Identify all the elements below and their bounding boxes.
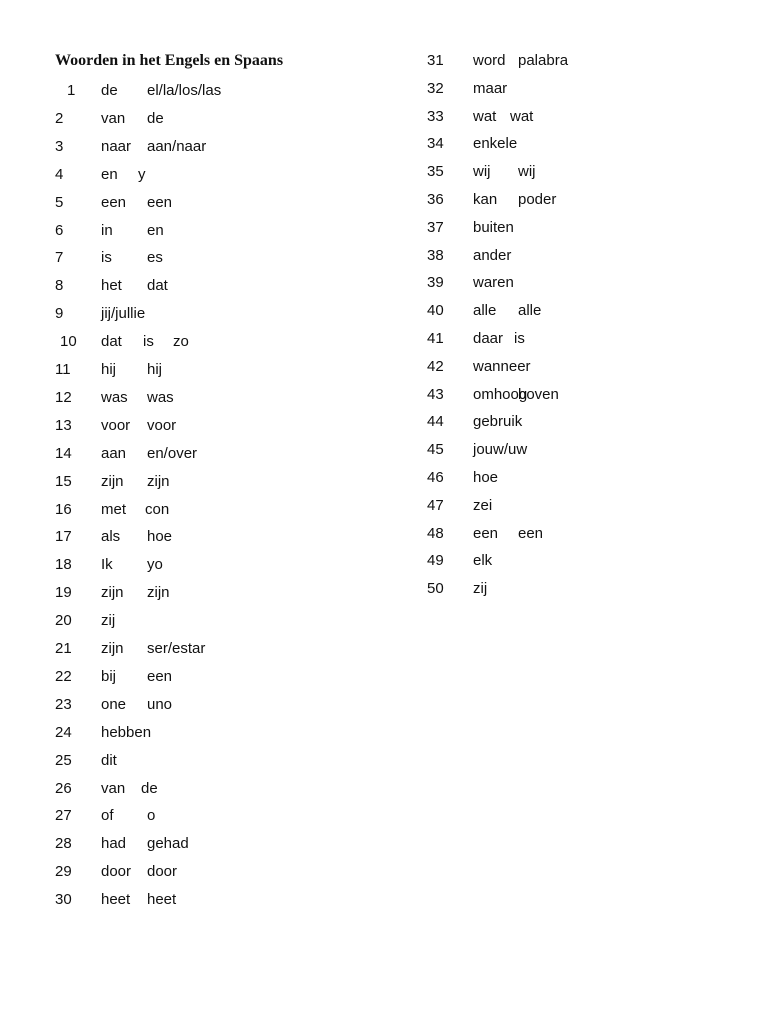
- dutch-word: heet: [101, 891, 131, 909]
- translation-word: zijn: [147, 472, 170, 490]
- row-number: 21: [55, 640, 72, 657]
- translation-word: voor: [147, 416, 177, 434]
- translation-word: el/la/los/las: [147, 82, 222, 99]
- row-number: 14: [55, 444, 72, 462]
- page-title: Woorden in het Engels en Spaans: [55, 52, 284, 69]
- translation-word: is: [514, 330, 525, 347]
- dutch-word: met: [101, 500, 127, 518]
- dutch-word: bij: [101, 667, 117, 685]
- dutch-word: zei: [473, 496, 493, 514]
- dutch-word: Ik: [101, 556, 113, 574]
- row-number: 25: [55, 751, 72, 769]
- translation-word: dat: [147, 277, 168, 295]
- dutch-word: daar: [473, 330, 504, 347]
- dutch-word: of: [101, 807, 114, 825]
- row-number: 6: [55, 221, 64, 239]
- row-number: 15: [55, 472, 72, 490]
- translation-word: gehad: [147, 835, 189, 853]
- translation-word: boven: [518, 385, 559, 403]
- dutch-word: wanneer: [473, 357, 531, 375]
- dutch-word: alle: [473, 302, 497, 320]
- dutch-word: ander: [473, 246, 512, 264]
- row-number: 10: [60, 333, 77, 351]
- row-number: 30: [55, 891, 72, 909]
- dutch-word: dit: [101, 751, 117, 769]
- translation-word: heet: [147, 891, 177, 909]
- dutch-word: enkele: [473, 135, 518, 153]
- row-number: 33: [427, 107, 444, 125]
- row-number: 37: [427, 218, 444, 236]
- row-number: 38: [427, 246, 444, 264]
- row-number: 47: [427, 496, 444, 514]
- dutch-word: dat: [101, 333, 122, 351]
- translation-word: een: [147, 193, 173, 211]
- dutch-word: naar: [101, 137, 132, 155]
- row-number: 2: [55, 109, 64, 127]
- dutch-word: door: [101, 863, 132, 881]
- row-number: 8: [55, 277, 64, 295]
- row-number: 42: [427, 357, 444, 375]
- row-number: 34: [427, 135, 444, 153]
- dutch-word: het: [101, 277, 122, 295]
- dutch-word: word: [473, 52, 506, 69]
- dutch-word: zijn: [101, 472, 124, 490]
- row-number: 31: [427, 52, 444, 69]
- translation-word: hoe: [147, 528, 173, 546]
- translation-word: de: [147, 109, 164, 127]
- row-number: 4: [55, 165, 64, 183]
- row-number: 41: [427, 330, 444, 347]
- dutch-word: hebben: [101, 723, 152, 741]
- row-number: 1: [67, 82, 76, 99]
- translation-word: zijn: [147, 584, 170, 602]
- row-number: 3: [55, 137, 64, 155]
- row-number: 16: [55, 500, 72, 518]
- translation-word: een: [147, 667, 173, 685]
- translation-word: de: [141, 779, 158, 797]
- translation-word: alle: [518, 302, 542, 320]
- dutch-word: voor: [101, 416, 131, 434]
- row-number: 28: [55, 835, 72, 853]
- translation-word: wij: [518, 163, 536, 181]
- translation-word: palabra: [518, 52, 569, 69]
- row-number: 45: [427, 441, 444, 459]
- translation-word: en/over: [147, 444, 198, 462]
- row-number: 46: [427, 469, 444, 486]
- dutch-word: wat: [473, 107, 497, 125]
- row-number: 18: [55, 556, 72, 574]
- dutch-word: had: [101, 835, 127, 853]
- dutch-word: zijn: [101, 584, 124, 602]
- dutch-word: een: [473, 524, 499, 542]
- row-number: 19: [55, 584, 72, 602]
- dutch-word: hoe: [473, 469, 499, 486]
- translation-word: uno: [147, 695, 173, 713]
- dutch-word: een: [101, 193, 127, 211]
- dutch-word: zij: [473, 580, 488, 598]
- dutch-word: de: [101, 82, 118, 99]
- dutch-word: is: [101, 249, 112, 267]
- row-number: 11: [55, 361, 71, 378]
- translation-word: is: [143, 333, 154, 351]
- row-number: 9: [55, 305, 64, 323]
- dutch-word: en: [101, 165, 118, 183]
- dutch-word: jouw/uw: [473, 441, 528, 459]
- translation-word: wat: [510, 107, 534, 125]
- translation-word: een: [518, 524, 544, 542]
- dutch-word: in: [101, 221, 113, 239]
- row-number: 44: [427, 413, 444, 431]
- row-number: 23: [55, 695, 72, 713]
- dutch-word: kan: [473, 191, 498, 208]
- translation-word: y: [138, 165, 146, 183]
- row-number: 20: [55, 612, 72, 630]
- row-number: 26: [55, 779, 72, 797]
- dutch-word: aan: [101, 444, 127, 462]
- translation-word: poder: [518, 191, 557, 208]
- translation-word: yo: [147, 556, 163, 574]
- dutch-word: elk: [473, 552, 493, 570]
- dutch-word: als: [101, 528, 121, 546]
- row-number: 32: [427, 79, 444, 97]
- translation-word: aan/naar: [147, 137, 207, 155]
- dutch-word: van: [101, 779, 126, 797]
- row-number: 27: [55, 807, 72, 825]
- dutch-word: omhoog: [473, 385, 528, 403]
- dutch-word: gebruik: [473, 413, 523, 431]
- dutch-word: hij: [101, 361, 117, 378]
- dutch-word: waren: [473, 274, 514, 292]
- translation-word: hij: [147, 361, 163, 378]
- row-number: 40: [427, 302, 444, 320]
- translation-word: con: [145, 500, 170, 518]
- translation-word-extra: zo: [173, 333, 189, 351]
- translation-word: o: [147, 807, 156, 825]
- translation-word: was: [147, 388, 174, 406]
- row-number: 12: [55, 388, 72, 406]
- row-number: 35: [427, 163, 444, 181]
- dutch-word: zijn: [101, 640, 124, 657]
- row-number: 13: [55, 416, 72, 434]
- row-number: 36: [427, 191, 444, 208]
- row-number: 22: [55, 667, 72, 685]
- dutch-word: wij: [473, 163, 491, 181]
- row-number: 39: [427, 274, 444, 292]
- row-number: 49: [427, 552, 444, 570]
- row-number: 48: [427, 524, 444, 542]
- row-number: 5: [55, 193, 64, 211]
- dutch-word: maar: [473, 79, 508, 97]
- dutch-word: zij: [101, 612, 116, 630]
- dutch-word: was: [101, 388, 128, 406]
- row-number: 43: [427, 385, 444, 403]
- translation-word: ser/estar: [147, 640, 206, 657]
- dutch-word: one: [101, 695, 127, 713]
- dutch-word: buiten: [473, 218, 514, 236]
- translation-word: en: [147, 221, 164, 239]
- dutch-word: jij/jullie: [101, 305, 146, 323]
- translation-word: door: [147, 863, 178, 881]
- row-number: 24: [55, 723, 72, 741]
- row-number: 7: [55, 249, 64, 267]
- row-number: 17: [55, 528, 72, 546]
- translation-word: es: [147, 249, 163, 267]
- row-number: 29: [55, 863, 72, 881]
- row-number: 50: [427, 580, 444, 598]
- dutch-word: van: [101, 109, 126, 127]
